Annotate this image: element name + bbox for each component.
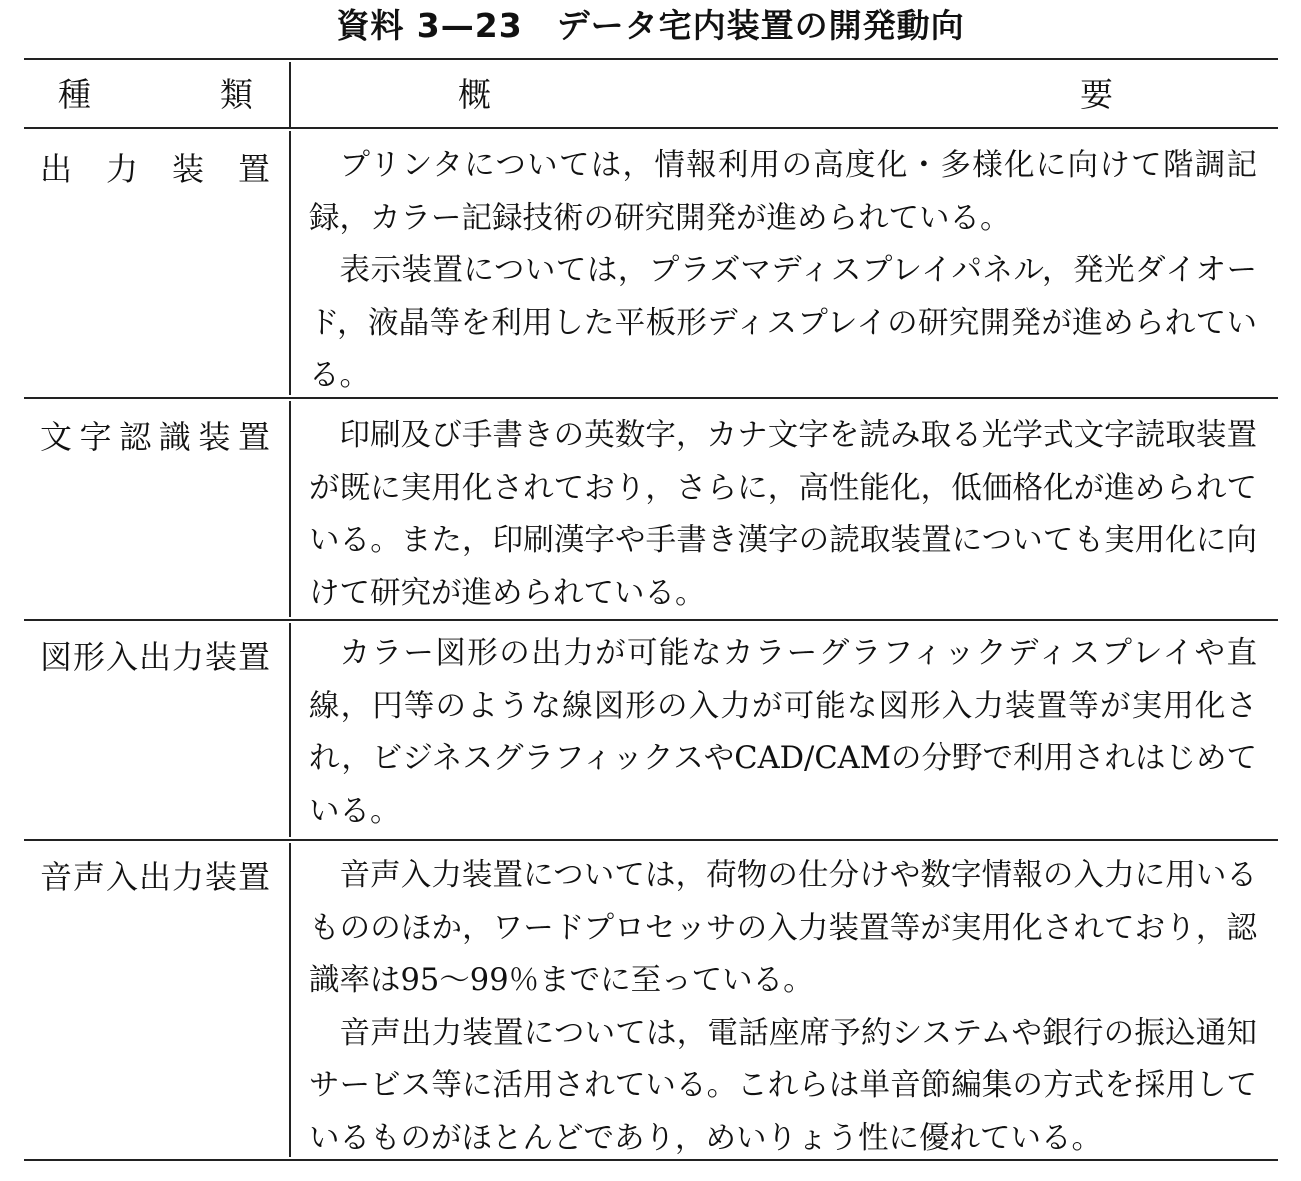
row-column-divider — [289, 131, 291, 395]
table-row-summary — [309, 140, 1257, 403]
table-row-category: 図形入出力装置 — [40, 638, 270, 676]
table-top-rule — [24, 58, 1278, 60]
header-summary-char-1: 概 — [458, 75, 491, 114]
table-bottom-rule — [24, 1159, 1278, 1161]
summary-paragraph: 印刷及び手書きの英数字，カナ文字を読み取る光学式文字読取装置が既に実用化されており，さらに，高性能化，低価格化が進められている。また，印刷漢字や手書き漢字の読取装置についても実用化に向けて研究が進められている。 — [309, 418, 1257, 611]
table-row-category: 出 力 装 置 — [40, 150, 270, 188]
header-summary-char-2: 要 — [1080, 75, 1113, 114]
table-row-summary — [309, 850, 1257, 1165]
row-separator — [24, 839, 1278, 841]
summary-paragraph: 音声入力装置については，荷物の仕分けや数字情報の入力に用いるもののほか，ワードプロセッサの入力装置等が実用化されており，認識率は95～99％までに至っている。 — [309, 858, 1257, 998]
row-column-divider — [289, 401, 291, 617]
summary-paragraph: プリンタについては，情報利用の高度化・多様化に向けて階調記録，カラー記録技術の研究開発が進められている。 — [309, 148, 1257, 236]
row-separator — [24, 397, 1278, 399]
summary-paragraph: 音声出力装置については，電話座席予約システムや銀行の振込通知サービス等に活用されている。これらは単音節編集の方式を採用しているものがほとんどであり，めいりょう性に優れている。 — [309, 1015, 1257, 1156]
header-column-divider — [289, 62, 291, 128]
summary-paragraph: カラー図形の出力が可能なカラーグラフィックディスプレイや直線，円等のような線図形の入力が可能な図形入力装置等が実用化され，ビジネスグラフィックスやCAD/CAMの分野で利用されはじめている。 — [309, 636, 1257, 829]
table-row-category: 文字認識装置 — [40, 418, 270, 456]
row-separator — [24, 619, 1278, 621]
table-row-summary — [309, 628, 1257, 838]
row-column-divider — [289, 843, 291, 1157]
header-kind-char-2: 類 — [220, 75, 253, 114]
summary-paragraph: 表示装置については，プラズマディスプレイパネル，発光ダイオード，液晶等を利用した平板形ディスプレイの研究開発が進められている。 — [309, 253, 1257, 393]
page-title: 資料 3—23 データ宅内装置の開発動向 — [336, 6, 965, 45]
header-bottom-rule — [24, 127, 1278, 129]
row-column-divider — [289, 623, 291, 837]
header-kind-char-1: 種 — [58, 75, 91, 114]
table-row-summary — [309, 410, 1257, 620]
table-row-category: 音声入出力装置 — [40, 858, 270, 896]
